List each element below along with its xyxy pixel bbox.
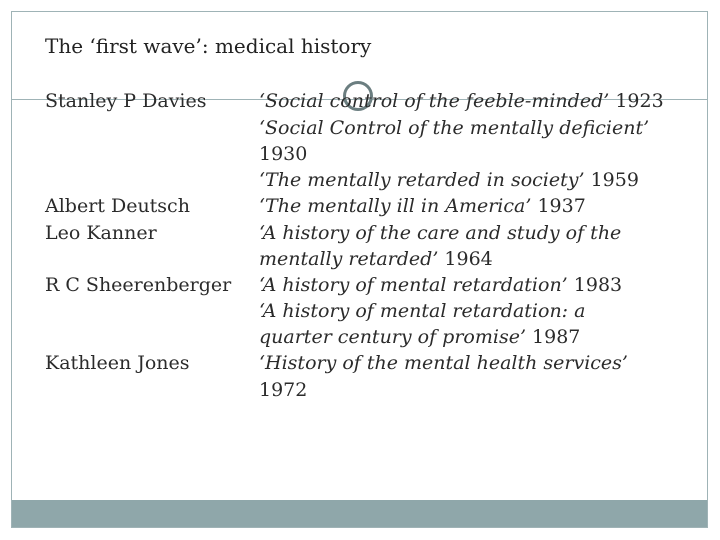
work-line — [259, 379, 307, 401]
work-year: 1923 — [615, 90, 664, 112]
work-line — [259, 300, 585, 322]
work-line — [259, 274, 622, 296]
work-line — [259, 326, 580, 348]
work-line — [259, 143, 307, 165]
work-year: 1987 — [532, 326, 581, 348]
work-year: 1972 — [259, 379, 308, 401]
work-line — [259, 248, 493, 270]
work-title: ‘Social Control of the mentally deficient’ — [259, 117, 650, 139]
work-title: ‘The mentally retarded in society’ — [259, 169, 585, 191]
work-title: ‘Social control of the feeble-minded’ — [259, 90, 610, 112]
work-title: ‘The mentally ill in America’ — [259, 195, 532, 217]
work-title: ‘A history of mental retardation’ — [259, 274, 568, 296]
work-title: ‘A history of the care and study of the — [259, 222, 622, 244]
work-year: 1964 — [444, 248, 493, 270]
work-line — [259, 90, 664, 112]
work-line — [259, 169, 639, 191]
work-year: 1983 — [573, 274, 623, 296]
work-year: 1930 — [259, 143, 308, 165]
author-davies: Stanley P Davies — [45, 90, 207, 112]
footer-bar — [12, 500, 707, 527]
work-line — [259, 222, 621, 244]
work-line — [259, 352, 628, 374]
work-line — [259, 195, 586, 217]
author-deutsch: Albert Deutsch — [45, 195, 190, 217]
work-title: mentally retarded’ — [259, 248, 439, 270]
work-line — [259, 117, 649, 139]
work-title: ‘History of the mental health services’ — [259, 352, 628, 374]
author-sheerenberger: R C Sheerenberger — [45, 274, 232, 296]
work-year: 1959 — [590, 169, 639, 191]
work-title: ‘A history of mental retardation: a — [259, 300, 586, 322]
slide-title: The ‘first wave’: medical history — [45, 34, 372, 58]
work-year: 1937 — [537, 195, 586, 217]
work-title: quarter century of promise’ — [259, 326, 526, 348]
author-jones: Kathleen Jones — [45, 352, 190, 374]
author-kanner: Leo Kanner — [45, 222, 157, 244]
